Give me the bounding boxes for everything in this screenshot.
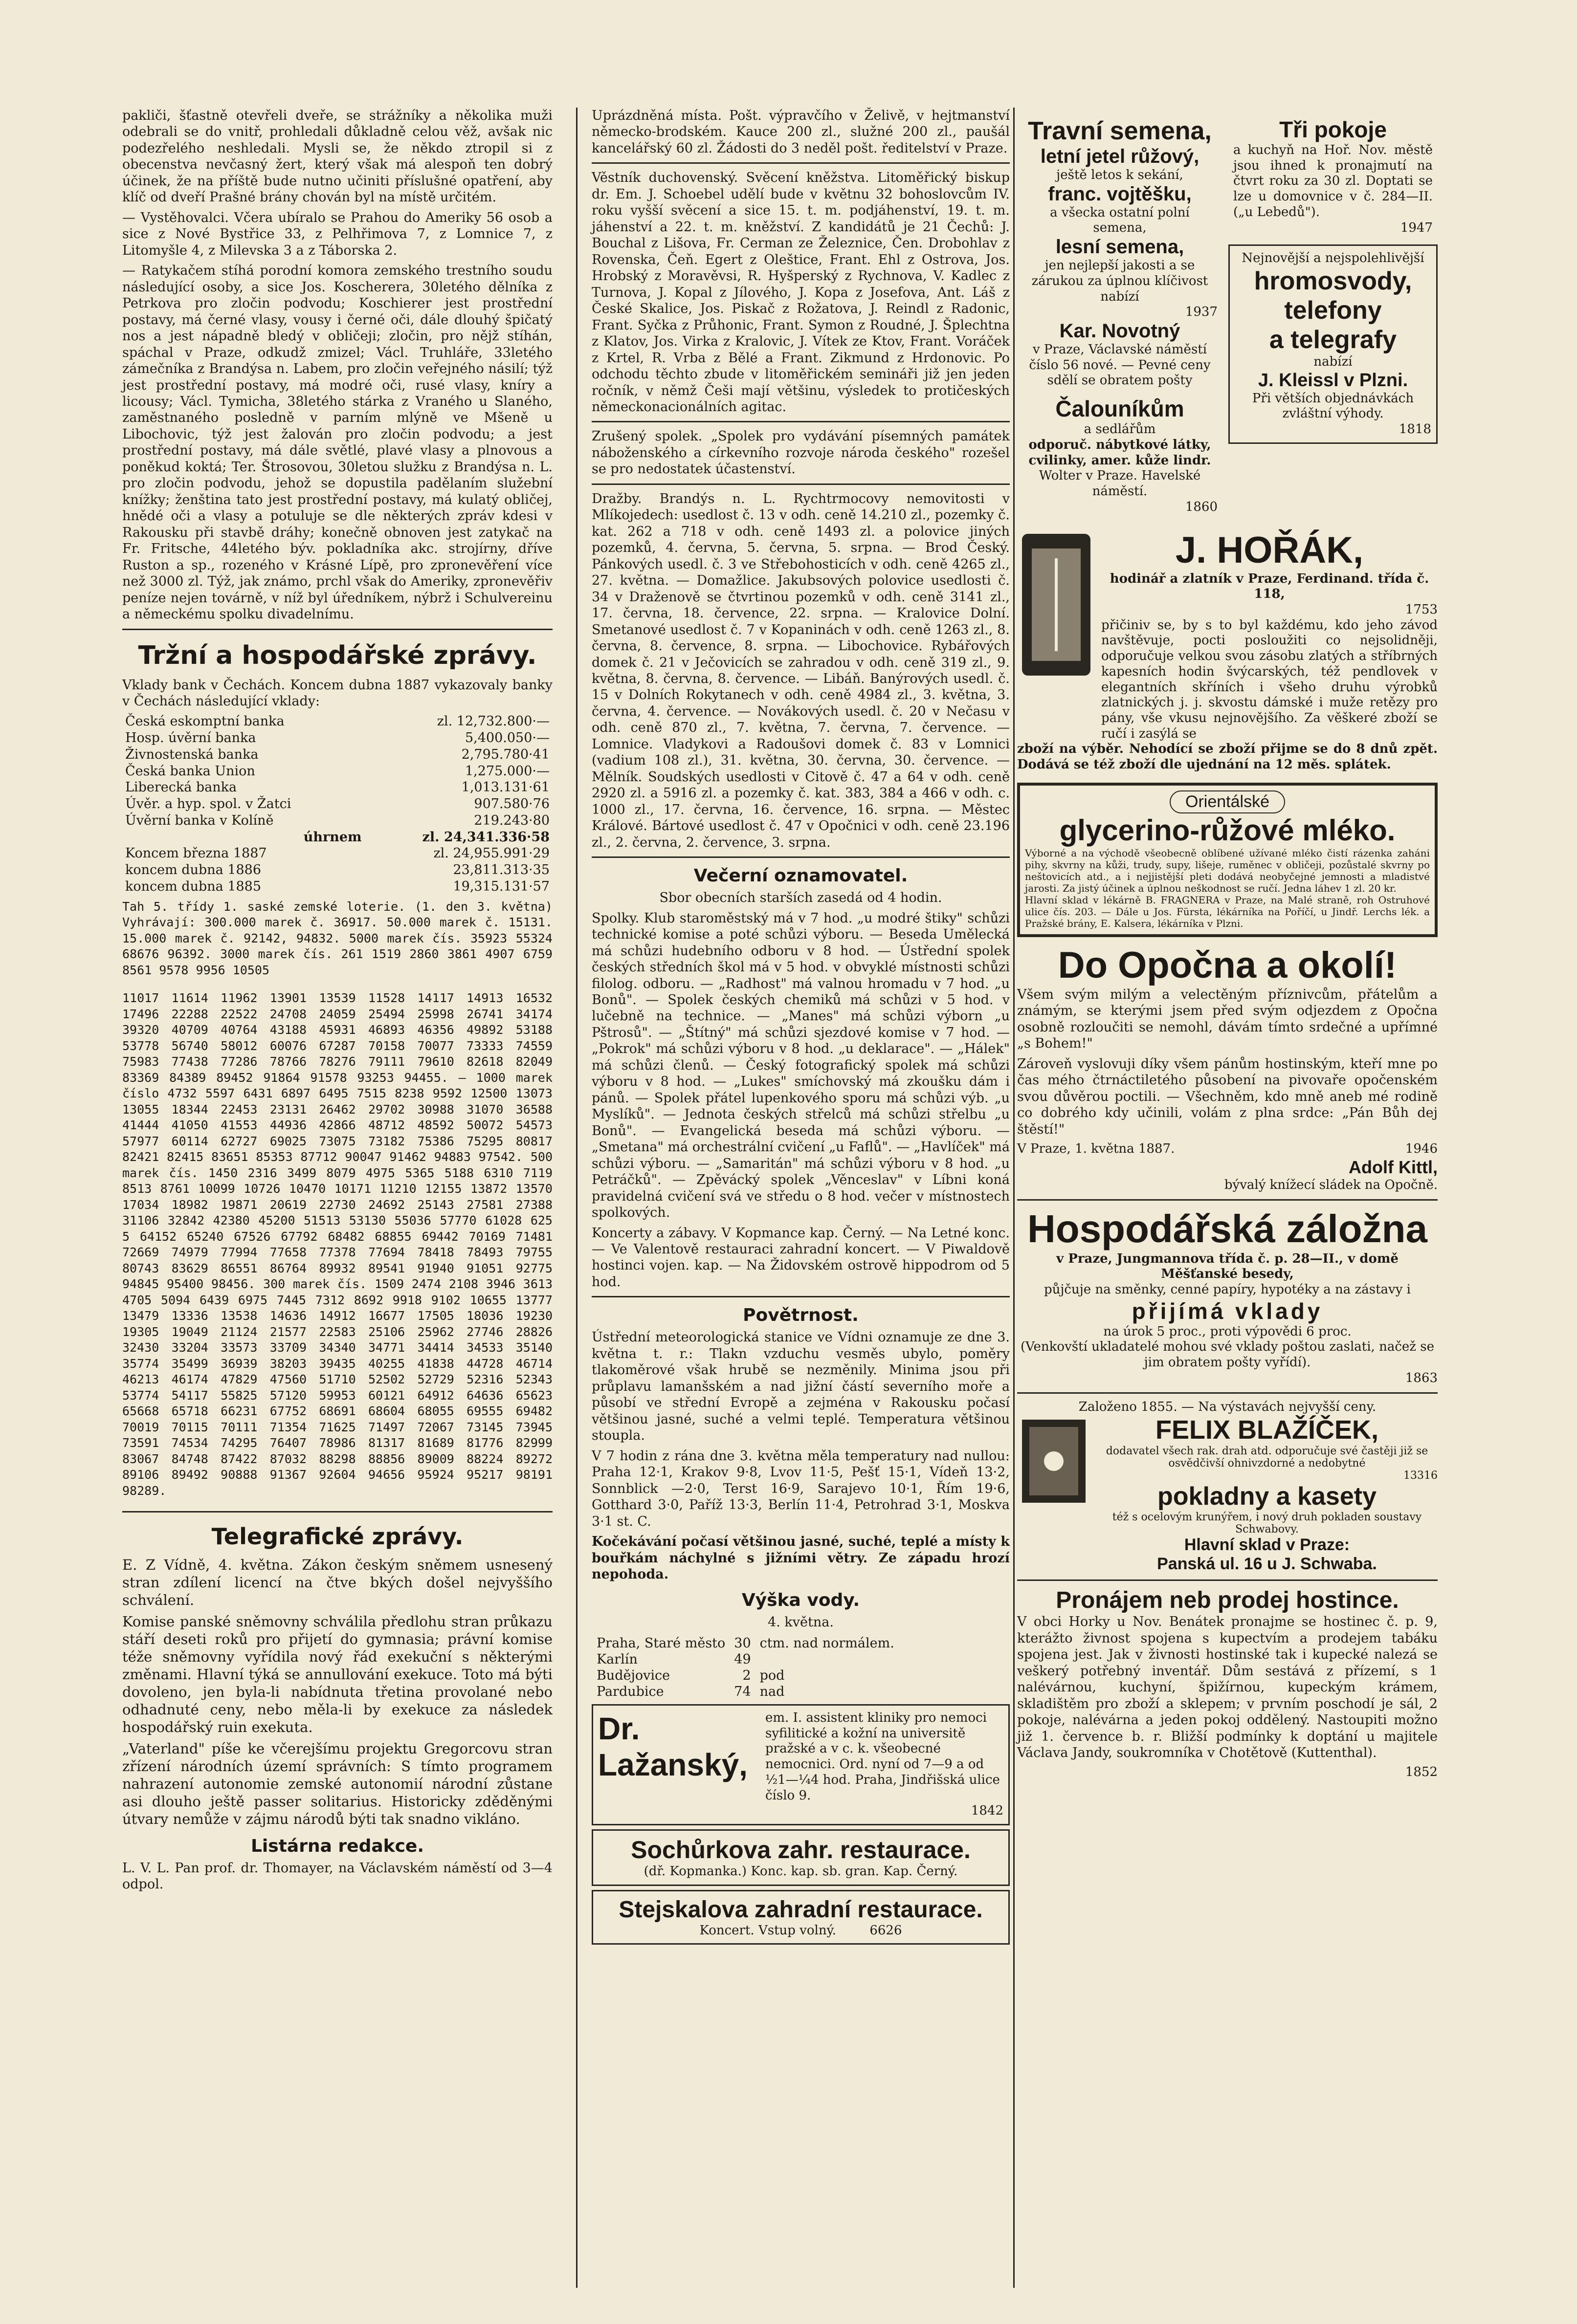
bank-value: 907.580·76 (474, 796, 550, 812)
vecerni-text: Spolky. Klub staroměstský má v 7 hod. „u modré štiky" schůzi technické komise a poté schůzi výboru. — Beseda Umělecká má schůzi hudebního odboru v 8 hod. — Ústřední spolek českých středních škol má v 5 hod. v obvyklé místnosti schůzi filolog. odboru. — „Radhost" má valnou hromadu v 7 hod. „u Bonů". — Spolek českých chemiků má schůzi v 5 hod. v lučebně na technice. — „Manes" má schůzi výborn „u Pštrosů". — „Štítný" má schůzi sjezdové komise v 7 hod. — „Pokrok" má schůzi výboru v 8 hod. „u deklarace". — „Hálek" má schůzi členů. — Český fotografický spolek má schůzi výboru v 8 hod. — „Lukes" smíchovský má zkoušku dám i pánů. — Spolek přátel lupenkového sporu má schůzi výb. „u Myslíků". — Jednota českých střelců má schůzi střelbu „u Bonů". — Evangelická beseda má schůzi výboru. — „Smetana" má orchestrální cvičení „u Faflů". — „Havlíček" má schůzi výboru. — „Samaritán" má schůzi výboru v 8 hod. „u Petráčků". — Zpěvácký spolek „Věnceslav" v Líbni koná pravidelná cvičení svá ve středu o 8 hod. večer v místnostech spolkových. (592, 910, 1010, 1221)
orient-big: glycerino-růžové mléko. (1059, 813, 1396, 847)
blazicek-big: pokladny a kasety (1157, 1482, 1377, 1511)
ad-horak (1017, 529, 1438, 742)
water-unit: nad (759, 1684, 785, 1699)
calounikum-name: Wolter v Praze. Havelské náměstí. (1039, 468, 1201, 499)
bank-name: Úvěrní banka v Kolíně (125, 812, 274, 828)
pokoje-num: 1947 (1400, 220, 1433, 235)
kleissl-lead: Nejnovější a nejspolehlivější (1242, 251, 1424, 266)
water-unit: pod (759, 1667, 785, 1683)
divider (592, 162, 1010, 164)
bank-row (122, 713, 553, 730)
zalozna-vklady: přijímá vklady (1132, 1298, 1323, 1324)
blazicek-text2: též s ocelovým krunýřem, i nový druh pokladen soustavy Schwabovy. (1112, 1511, 1422, 1536)
stejskalova-sub-text: Koncert. Vstup volný. (699, 1923, 837, 1938)
sochurkova-title: Sochůrkova zahr. restaurace. (631, 1836, 971, 1864)
bank-row (122, 829, 553, 846)
ad-lazansky (592, 1704, 1010, 1825)
vyska-date: 4. května. (768, 1615, 834, 1630)
blazicek-addr: Panská ul. 16 u J. Schwaba. (1157, 1555, 1377, 1574)
water-value: 30 (734, 1635, 751, 1651)
pokoje-title: Tři pokoje (1279, 117, 1387, 142)
water-place: Karlín (597, 1651, 638, 1667)
water-unit (756, 1652, 898, 1667)
water-place: Pardubice (597, 1684, 664, 1699)
calounikum-sub: a sedlářům (1084, 422, 1156, 437)
kittl-sub: bývalý knížecí sládek na Opočně. (1224, 1177, 1438, 1192)
ad-travni-semena (1017, 111, 1222, 520)
divider (592, 856, 1010, 858)
water-value: 2 (742, 1667, 751, 1683)
lesni-title: lesní semena, (1055, 236, 1184, 258)
article-drazby: Dražby. Brandýs n. L. Rychtrmocovy nemovitosti v Mlíkojedech: usedlost č. 13 v odh. ceně 14.210 zl., pozemky č. kat. 262 a 718 v odh. ceně 1493 zl. a polovice jiných pozemků, 4. června, 5. června, 5. srpna. — Brod Český. Pánkových usedl. č. 3 ve Střebohosticích v odh. ceně 4265 zl., 27. května. — Domažlice. Jakubsových polovice usedlosti č. 34 v Draženově se čtvrtinou pozemků v odh. ceně 3141 zl., 17. června, 18. července, 22. srpna. — Kralovice Dolní. Smetanové usedlost č. 7 v Kopaninách v odh. ceně 1263 zl., 8. června, 8. července, 8. srpna. — Libochovice. Rybářových domek č. 21 v Ječovicích se zahradou v odh. ceně 319 zl., 9. května, 8. června, 8. července. — Libáň. Banýrových usedl. č. 15 v Dolních Rokytanech v odh. ceně 4984 zl., 3. května, 3. června, 4. července. — Novákových usedl. č. 20 v Nečasu v odh. ceně 870 zl., 7. května, 7. června, 7. července. — Lomnice. Vladykovi a Radoušovi domek č. 83 v Lomnici (vadium 108 zl.), 31. května, 30. června, 30. července. — Mělník. Soudských usedlosti v Citově č. 47 a 64 v odh. ceně 2920 zl. a 5916 zl. a pozemky č. kat. 383, 384 a 466 v odh. c. 1000 zl., 17. června, 16. července, 16. srpna. — Městec Králové. Bártové usedlost č. 47 v Opočnici v odh. ceně 23.196 zl., 2. června, 2. července, 3. srpna. (592, 491, 1010, 850)
opocna-date (1017, 1141, 1438, 1157)
stejskalova-sub (598, 1923, 1003, 1939)
lesni-num: 1937 (1185, 305, 1218, 320)
lottery-numbers: 11017 11614 11962 13901 13539 11528 14117 14913 16532 17496 22288 22522 24708 24059 25494 25998 26741 34174 39320 40709 40764 43188 45931 46893 46356 49892 53188 53778 56740 58012 60076 67287 70158 70077 73333 74559 75983 77438 77286 78766 78276 79111 79610 82618 82049 83369 84389 89452 91864 91578 93253 94455. — 1000 marek číslo 4732 5597 6431 6897 6495 7515 8238 9592 12500 13073 13055 18344 22453 23131 26462 29702 30988 31070 36588 41444 41050 41553 44936 42866 48712 48592 50072 54573 57977 60114 62727 69025 73075 73182 75386 75295 80817 82421 82415 83651 85353 87712 90047 91462 94883 97542. 500 marek čís. 1450 2316 3499 8079 4975 5365 5188 6310 7119 8513 8761 10099 10726 10470 10171 11210 12155 13872 13570 17034 18982 19871 20619 22730 24692 25143 27581 27388 31106 32842 42380 45200 51513 53130 55036 57770 61028 625 5 64152 65240 67526 67792 68482 68855 69442 70169 71481 72669 74979 77994 77658 77378 77694 78418 78493 79755 80743 83629 86551 86764 89932 89541 91940 91051 92775 94845 95400 98456. 300 marek čís. 1509 2474 2108 3946 3613 4705 5094 6439 6975 7445 7312 8692 9918 9102 10655 13777 13479 13336 13538 14636 14912 16677 17505 18036 19230 19305 19049 21124 21577 22583 25106 25962 27746 28826 32430 33204 33573 33709 34340 34771 34414 34533 35140 35774 35499 36939 38203 39435 40255 41838 44728 46714 46213 46174 47829 47560 51710 52502 52729 52316 52343 53774 54117 55825 57120 59953 60121 64912 64636 65623 65668 65718 66231 67752 68691 68604 68055 69555 69482 70019 70115 70111 71354 71625 71497 72067 73145 73945 73591 74534 74295 76407 78986 81317 81689 81776 82999 83067 84748 87422 87032 88298 88856 89009 88224 89272 89106 89492 90888 91367 92604 94656 95924 95217 98191 98289. (122, 991, 560, 1498)
divider (1017, 1199, 1438, 1201)
bank-name: koncem dubna 1885 (125, 878, 262, 894)
ad-stejskalova (592, 1890, 1010, 1945)
bank-value: zl. 12,732.800·— (437, 714, 550, 729)
lesni-text: jen nejlepší jakosti a se zárukou za úplnou klíčivost nabízí (1031, 258, 1208, 304)
lazansky-text: em. I. assistent kliniky pro nemoci syfilitické a kožní na universitě pražské a v c. k. všeobecné nemocnici. Ord. nyní od 7—9 a od ½1—¼4 hod. Praha, Jindřišská ulice číslo 9. (765, 1710, 1000, 1803)
bank-value: 1,013.131·61 (461, 780, 550, 795)
calounikum-title: Čalouníkům (1055, 396, 1184, 422)
horak-num: 1753 (1405, 602, 1438, 617)
horak-footer: zboží na výběr. Nehodící se zboží přijme se do 8 dnů zpět. Dodává se též zboží dle ujednání na 12 měs. splátek. (1017, 742, 1438, 772)
koncerty-text: Koncerty a zábavy. V Kopmance kap. Černý. — Na Letné konc. — Ve Valentově restauraci zahradní koncert. — V Piwaldově hostinci vojen. kap. — Na Židovském ostrově hippodrom od 5 hod. (592, 1225, 1010, 1290)
column-left (122, 108, 560, 2298)
povetrnost-forecast: Kočekávání počasí většinou jasné, suché, teplé a místy k bouřkám náchylné s jižními větry. Ze západu hrozí nepohoda. (592, 1534, 1010, 1582)
bank-intro: Vklady bank v Čechách. Koncem dubna 1887 vykazovaly banky v Čechách následující vklady: (122, 677, 553, 709)
bank-name: koncem dubna 1886 (125, 862, 262, 878)
zalozna-title: Hospodářská záložna (1027, 1206, 1427, 1250)
orient-small: Orientálské (1170, 790, 1285, 813)
telegraph-2: Komise panské sněmovny schválila předlohu stran průkazu stáří deseti roků pro přijetí do gymnasia; právní komise téže sněmovny vyřídila nový řád exekuční s některými změnami. Hlavní týká se annullování exekuce. Toto má býti dovoleno, jen byla-li nabídnuta třetina provolané nebo odhadnuté ceny, nebo měla-li by exekuce za následek hospodářský ruin exekuta. (122, 1613, 553, 1735)
novotny-name: Kar. Novotný (1059, 320, 1180, 342)
water-unit: ctm. nad normálem. (759, 1635, 894, 1651)
sochurkova-sub: (dř. Kopmanka.) Konc. kap. sb. gran. Kap. Černý. (644, 1864, 958, 1879)
horak-text: přičiniv se, by s to byl každému, kdo jeho závod navštěvuje, pocti posloužiti co nejsolidněji, odporučuje velkou svou zásobu zlatých a stříbrných kapesních hodin švýcarských, též pendlovek v elegantních skříních i všeho druhu výrobků zlatnických j. j. skvostu dámské i muže retězy pro pány, vše vkusu nejnovějšího. Za věškeré zboží se ručí i zasýlá se (1101, 617, 1438, 741)
water-row (593, 1668, 898, 1683)
telegraph-1: E. Z Vídně, 4. května. Zákon českým sněmem usnesený stran zdílení licencí na čtve bkých došel nejvyššího schválení. (122, 1557, 553, 1609)
article-zruseny: Zrušený spolek. „Spolek pro vydávání písemných památek náboženského a církevního rozvoje národa českého" rozešel se pro nedostatek účastenství. (592, 429, 1010, 477)
novotny-text: v Praze, Václavské náměstí číslo 56 nové. — Pevné ceny sdělí se obratem pošty (1029, 342, 1211, 388)
vojtesku-text: a všecka ostatní polní semena, (1050, 205, 1190, 236)
blazicek-text: dodavatel všech rak. drah atd. odporučuje své častěji již se osvědčivší ohnivzdorné a nedobytné (1106, 1445, 1428, 1470)
bank-name: Liberecká banka (125, 780, 237, 795)
divider (122, 1511, 553, 1513)
listarna-text: L. V. L. Pan prof. dr. Thomayer, na Václavském náměstí od 3—4 odpol. (122, 1860, 553, 1892)
blazicek-sklad: Hlavní sklad v Praze: (1184, 1535, 1350, 1555)
kleissl-text: Při větších objednávkách zvláštní výhody. (1252, 391, 1414, 421)
bank-value: 219.243·80 (474, 812, 550, 828)
divider (592, 483, 1010, 485)
bank-row (122, 796, 553, 812)
article-vystehovalci: — Vystěhovalci. Včera ubíralo se Prahou do Ameriky 56 osob a sice z Nové Bystřice 33, z Pelhřimova 7, z Lomnice 7, z Litomyšle 4, z Milevska 3 a z Táborska 2. (122, 210, 553, 258)
kleissl-offer: nabízí (1313, 354, 1353, 370)
divider (122, 629, 553, 630)
zalozna-text: v Praze, Jungmannova třída č. p. 28—II., v domě Měšťanské besedy, (1056, 1251, 1399, 1282)
kleissl-big2: telefony (1284, 296, 1382, 325)
kleissl-big1: hromosvody, (1254, 267, 1412, 296)
article-prasna-brana: pakliči, šťastně otevřeli dveře, se strážníky a několika muži odebrali se do vnitř, prohledali důkladně celou věž, avšak nic podezřelého neshledali. Mysli se, že někdo ztropil si z obecenstva nevčasný žert, který však má alespoň ten dobrý účinek, že na příště bude nutno učiniti příslušné opatření, aby klíč od dveří Prašné brány chován byl na místě určitém. (122, 108, 553, 205)
section-title-vecerni: Večerní oznamovatel. (693, 866, 908, 886)
ad-kleissl (1228, 244, 1438, 444)
section-title-povetrnost: Povětrnost. (743, 1305, 859, 1326)
water-level-table (592, 1635, 899, 1700)
pronajem-num: 1852 (1405, 1765, 1438, 1780)
water-row (593, 1684, 898, 1699)
zalozna-text3: na úrok 5 proc., proti výpovědi 6 proc. (1103, 1324, 1352, 1339)
section-title-listarna: Listárna redakce. (250, 1836, 424, 1856)
kleissl-num: 1818 (1399, 422, 1431, 437)
water-row (593, 1636, 898, 1651)
travni-line: ještě letos k sekání, (1056, 168, 1183, 182)
zalozna-num: 1863 (1405, 1370, 1438, 1385)
bank-row (122, 730, 553, 746)
ad-sochurkova (592, 1829, 1010, 1886)
bank-row (122, 812, 553, 829)
povetrnost-temps: V 7 hodin z rána dne 3. května měla temperatury nad nullou: Praha 12·1, Krakov 9·8, Lvov 11·5, Pešť 15·1, Vídeň 13·2, Sonnblick —2·0, Terst 16·9, Sarajevo 10·1, Řím 19·6, Gotthard 3·0, Paříž 13·3, Berlín 11·4, Petrohrad 3·1, Moskva 3·1 st. C. (592, 1448, 1010, 1529)
ad-orientalske-mleko (1017, 783, 1438, 937)
povetrnost-text: Ústřední meteorologická stanice ve Vídni oznamuje ze dne 3. května t. r.: Tlakn vzduchu vesměs ubylo, poměry tlakoměrové však hrubě se nezměnily. Minima jsou při průplavu lamanšském a nad jižní částí severního moře a působí ve střední Evropě a zejména v Rakousku počasí většinou jasné, suché a velmi teplé. Temperatura většinou stoupla. (592, 1330, 1010, 1444)
bank-value: 23,811.313·35 (453, 862, 550, 878)
telegraph-3: „Vaterland" píše ke včerejšímu projektu Gregorcovu stran zřízení národních území správních: S tímto programem nahrazení autonomie zemské autonomií národní zůstane asi dlouho ještě passer solitarius. Historicky zděděnými útvary nemůže v zájmu národů býti tak snadno vikláno. (122, 1740, 553, 1827)
bank-value: 19,315.131·57 (453, 878, 550, 894)
bank-name: Hosp. úvěrní banka (125, 730, 256, 746)
calounikum-num: 1860 (1185, 499, 1218, 514)
article-uprazdnena: Uprázdněná místa. Pošt. výpravčího v Želivě, v hejtmanství německo-brodském. Kauce 200 zl., služné 200 zl., paušál kancelářský 60 zl. Žádosti do 3 neděl pošt. ředitelství v Praze. (592, 108, 1010, 156)
pocket-watch-icon (1017, 529, 1095, 680)
bank-table (122, 713, 553, 895)
divider (1017, 1579, 1438, 1581)
water-place: Praha, Staré město (597, 1635, 726, 1651)
bank-row (122, 763, 553, 780)
column-middle (592, 108, 1010, 2298)
column-right (1017, 108, 1438, 2298)
bank-row (122, 779, 553, 796)
bank-name: Česká banka Union (125, 763, 255, 779)
travni-title: Travní semena, (1028, 117, 1212, 145)
water-value: 49 (734, 1651, 751, 1667)
lazansky-num: 1842 (971, 1803, 1003, 1819)
column-divider (576, 108, 577, 2288)
bank-name: Česká eskomptní banka (125, 714, 285, 729)
divider (1017, 1392, 1438, 1394)
lottery-intro: Tah 5. třídy 1. saské zemské loterie. (1. den 3. května) Vyhrávají: 300.000 marek č. 36917. 50.000 marek č. 15131. 15.000 marek č. 92142, 94832. 5000 marek čís. 35923 55324 68676 96392. 3000 marek čís. 261 1519 2860 3861 4907 6759 8561 9578 9956 10505 (122, 899, 560, 977)
divider (592, 421, 1010, 422)
orient-hlavni: Hlavní sklad v lékárně B. FRAGNERA v Praze, na Malé straně, roh Ostruhové ulice čís. 203. — Dále u Jos. Fürsta, lékárníka na Poříčí, u Jindř. Lerchs lék. a Pražské brány, E. Kalsera, lékárníka v Plzni. (1025, 894, 1430, 929)
bank-row (122, 845, 553, 862)
calounikum-text: odporuč. nábytkové látky, cvilinky, amer. kůže lindr. (1028, 437, 1211, 468)
pronajem-text: V obci Horky u Nov. Benátek pronajme se hostinec č. p. 9, kterážto živnost spojena s kupectvím a prodejem tabáku spojena jest. Jak v živnosti hostinské tak i kupecké nalezá se veškerý potřebný inventář. Dům sestává z přízemí, s 1 nalévárnou, kuchyní, špižírnou, kupeckým krámem, skladištěm pro zboží a sklepem; v prvním poschodí je sál, 2 pokoje, nalévárna a jeden pokoj oddělený. Nastoupiti možno již 1. července b. r. Bližší podmínky k doptání u majitele Václava Jandy, soukromníka v Chotětově (Kuttenthal). (1017, 1614, 1438, 1760)
bank-value: 2,795.780·41 (461, 746, 550, 762)
opocna-text2: Zároveň vyslovuji díky všem pánům hostinským, kteří mne po čas mého čtrnáctiletého působení na pivovaře opočenském svou důvěrou poctili. — Všechněm, kdo mně aneb mé rodině co dobrého kdy učinili, volám z plna srdce: „Pán Bůh dej štěstí!" (1017, 1056, 1438, 1137)
bank-name: úhrnem (303, 829, 362, 845)
kleissl-big3: a telegrafy (1269, 326, 1397, 354)
kleissl-name: J. Kleissl v Plzni. (1258, 370, 1408, 391)
section-title-vyska-vody: Výška vody. (741, 1590, 860, 1611)
stejskalova-num: 6626 (869, 1923, 902, 1938)
bank-value: 1,275.000·— (465, 763, 550, 779)
horak-name: J. HOŘÁK, (1175, 529, 1364, 571)
bank-name: Úvěr. a hyp. spol. v Žatci (125, 796, 291, 812)
vojtesku-title: franc. vojtěšku, (1048, 183, 1192, 205)
stejskalova-title: Stejskalova zahradní restaurace. (619, 1896, 983, 1923)
water-value: 74 (734, 1684, 751, 1699)
blazicek-founded: Založeno 1855. — Na výstavách nejvyšší ceny. (1078, 1399, 1377, 1414)
kittl-name: Adolf Kittl, (1349, 1157, 1438, 1177)
horak-sub: hodinář a zlatník v Praze, Ferdinand. třída č. 118, (1110, 571, 1429, 602)
water-place: Budějovice (597, 1667, 670, 1683)
pokoje-text: a kuchyň na Hoř. Nov. městě jsou ihned k pronajmutí na čtvrt roku za 30 zl. Doptati se lze u domovnice v č. 284—II. („u Lebedů"). (1233, 143, 1433, 219)
divider (592, 1296, 1010, 1297)
bank-row (122, 878, 553, 895)
opocna-num: 1946 (1405, 1141, 1438, 1157)
bank-name: Živnostenská banka (125, 746, 259, 762)
safe-icon (1017, 1415, 1090, 1508)
ad-tri-pokoje (1228, 111, 1438, 241)
zalozna-text4: (Venkovští ukladatelé mohou své vklady poštou zaslati, načež se jim obratem pošty vyřídí). (1021, 1339, 1434, 1370)
bank-row (122, 862, 553, 878)
opocna-date-text: V Praze, 1. května 1887. (1017, 1141, 1175, 1157)
travni-sub: letní jetel růžový, (1040, 146, 1199, 167)
bank-value: zl. 24,341.336·58 (422, 829, 550, 845)
bank-value: 5,400.050·— (465, 730, 550, 746)
opocna-text: Všem svým milým a velectěným příznivcům, přátelům a známým, se kterými jsem před svým odjezdem z Opočna osobně rozloučiti se nemohl, dávám tímto srdečné a upřímné „s Bohem!" (1017, 987, 1438, 1052)
bank-name: Koncem března 1887 (125, 846, 267, 861)
bank-row (122, 746, 553, 763)
vecerni-intro: Sbor obecních starších zasedá od 4 hodin. (659, 890, 942, 906)
lazansky-name: Dr. Lažanský, (598, 1710, 748, 1782)
column-divider (1013, 108, 1015, 2288)
section-title-trzni: Tržní a hospodářské zprávy. (138, 640, 537, 670)
bank-value: zl. 24,955.991·29 (433, 846, 550, 861)
zalozna-text2: půjčuje na směnky, cenné papíry, hypotéky a na zástavy i (1044, 1282, 1411, 1297)
water-row (593, 1652, 898, 1667)
article-vestnik: Věstník duchovenský. Svěcení kněžstva. Litoměřický biskup dr. Em. J. Schoebel udělí bude v květnu 32 bohoslovcům IV. roku vyšší svěcení a sice 15. t. m. podjáhenství, 19. t. m. jáhenství a 22. t. m. kněžství. Z kandidátů je 21 Čechů: J. Bouchal z Lišova, Fr. Cerman ze Železnice, Čen. Drobohlav z Rovenska, Čeň. Egert z Oleštice, Frant. Ehl z Ostrova, Jos. Hrobský z Moravěvsi, R. Hyšperský z Rychnova, V. Kadlec z Turnova, J. Kopal z Jílového, J. Kopa z Josefova, Ant. Láš z České Skalice, Jos. Piskač z Rožatova, J. Reindl z Radonic, Frant. Syčka z Průhonic, Frant. Symon z Roudné, J. Šplechtna z Klatov, Jos. Virka z Kralovic, J. Vítek ze Ktov, Frant. Voráček z Krtel, R. Vrba z Bělé a Frant. Zikmund z Hrdonovic. Po odchodu těchto zbude v litoměřickém semináři již jen jeden ročník, v němž Češi mají většinu, výsledek to protičeských německonacionálních agitac. (592, 170, 1010, 415)
section-title-telegraf: Telegrafické zprávy. (211, 1523, 464, 1550)
orient-text: Výborné a na východě všeobecně oblíbené užívané mléko čistí rázenka zaháni pihy, skvrny na kůži, trudy, supy, lišeje, ruměnec v obličeji, pozůstalé skvrny po neštovicích atd., a i nejjistější pleti dodává neobyčejné jemnosti a mladistvé jarosti. Za jistý účinek a úplnou neškodnost se ručí. Jedna láhev 1 zl. 20 kr. (1025, 847, 1430, 894)
article-ratykacem: — Ratykačem stíhá porodní komora zemského trestního soudu následující osoby, a sice Jos. Koscherera, 30letého dělníka z Petrkova pro zločin podvodu; Koschierer jest prostřední postavy, má černé vlasy, vousy i černé oči, dále dlouhý špičatý nos a jest nápadně bledý v obličeji; zločin, pro nějž stíhán, spáchal v Praze, odkudž zmizel; Václ. Truhláře, 33letého zámečníka z Brandýsa n. Labem, pro zločin veřejného násilí; týž jest prostřední postavy, má modré oči, rusé vlasy, kníry a licousy; Václ. Tymicha, 38letého stárka z Vraného u Slaného, zaměstnaného posledně v parním mlýně ve Mšeně u Libochovic, týž jest žalován pro zločin podvodu; a jest prostřední postavy, má dále světlé, plavé vlasy a plnovous a poněkud koktá; Ter. Štrosovou, 30letou služku z Brandýsa n. L. pro zločin podvodu, jehož se dopustila padělaním služební knížky; ženština tato jest prostřední postavy, má kulatý obličej, hnědé oči a vlasy a potuluje se dle některých zpráv kdesi v Rakousku při stavbě dráhy; konečně obnoven jest zatykač na Fr. Fritsche, 44letého býv. pokladníka akc. strojírny, dříve Ruston a sp., rozeného v Krásné Lípě, pro zpronevěření více než 3000 zl. Týž, jak známo, prchl však do Ameriky, zpronevěřiv peníze nejen továrně, v níž byl úředníkem, nýbrž i Schulvereinu a německému spolku divadelnímu. (122, 263, 553, 622)
pronajem-title: Pronájem neb prodej hostince. (1056, 1587, 1399, 1614)
blazicek-num: 13316 (1403, 1469, 1438, 1482)
blazicek-name: FELIX BLAŽÍČEK, (1155, 1415, 1378, 1445)
opocna-title: Do Opočna a okolí! (1058, 944, 1397, 986)
